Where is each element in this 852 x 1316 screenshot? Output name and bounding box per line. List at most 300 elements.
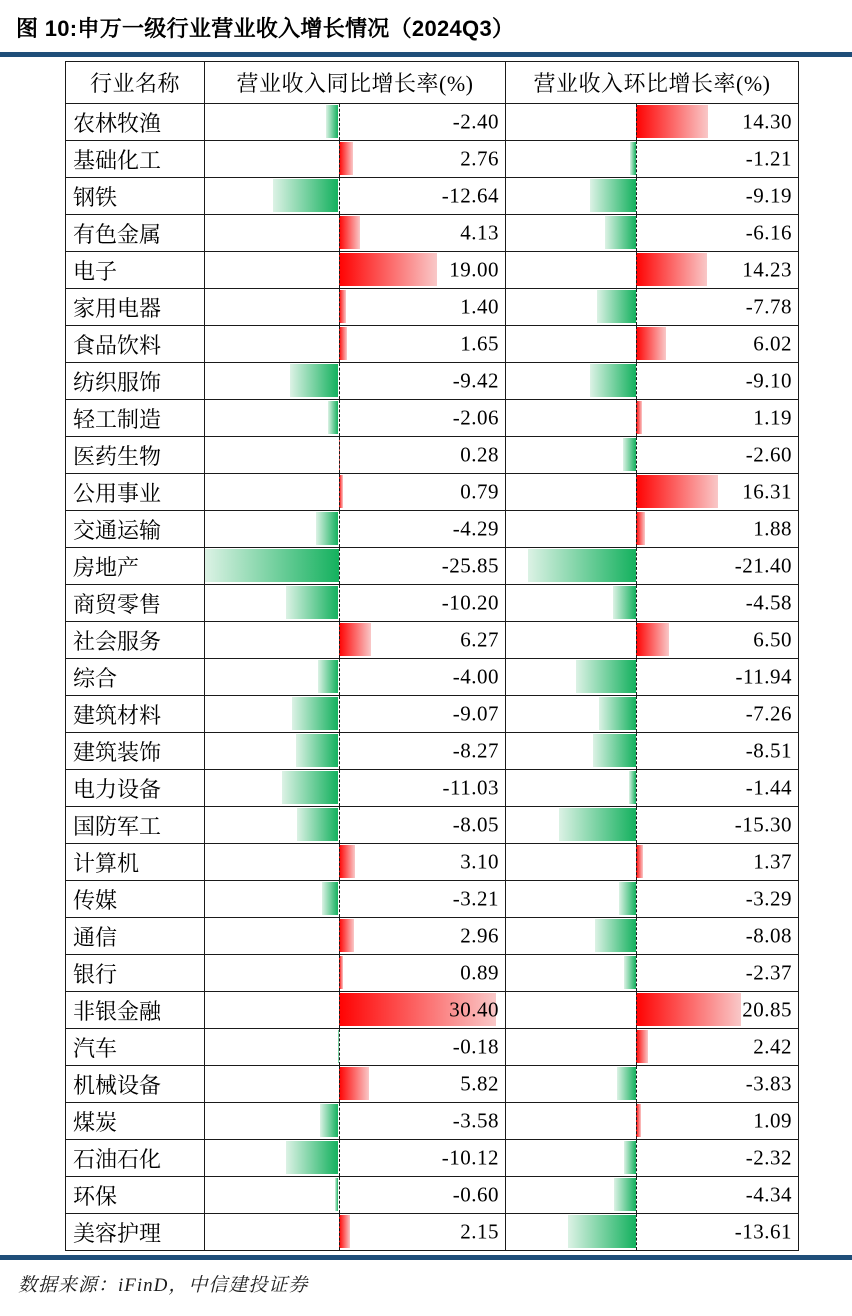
growth-value: 1.65 — [460, 331, 499, 356]
negative-data-bar — [597, 290, 636, 323]
growth-cell — [506, 104, 799, 141]
table-row — [66, 1066, 799, 1103]
negative-data-bar — [326, 105, 338, 138]
table-row — [66, 659, 799, 696]
negative-data-bar — [292, 697, 339, 730]
growth-cell — [205, 215, 506, 252]
growth-cell — [506, 770, 799, 807]
zero-axis-line — [636, 252, 637, 288]
header-row — [66, 62, 799, 104]
growth-cell — [205, 992, 506, 1029]
negative-data-bar — [619, 882, 636, 915]
industry-name: 机械设备 — [66, 1066, 205, 1103]
growth-cell — [205, 733, 506, 770]
table-row — [66, 1177, 799, 1214]
zero-axis-line — [636, 844, 637, 880]
growth-value: 3.10 — [460, 849, 499, 874]
zero-axis-line — [339, 215, 340, 251]
growth-cell — [205, 622, 506, 659]
negative-data-bar — [629, 771, 636, 804]
zero-axis-line — [339, 992, 340, 1028]
zero-axis-line — [636, 733, 637, 769]
table-row — [66, 326, 799, 363]
growth-value: -10.12 — [441, 1145, 499, 1170]
zero-axis-line — [339, 733, 340, 769]
growth-cell — [205, 918, 506, 955]
zero-axis-line — [339, 474, 340, 510]
positive-data-bar — [636, 512, 645, 545]
table-header — [66, 62, 799, 104]
growth-cell — [506, 807, 799, 844]
growth-value: -7.78 — [745, 294, 792, 319]
zero-axis-line — [636, 992, 637, 1028]
zero-axis-line — [339, 770, 340, 806]
table-row — [66, 474, 799, 511]
table-row — [66, 1140, 799, 1177]
growth-cell — [506, 178, 799, 215]
growth-cell — [506, 1214, 799, 1251]
growth-cell — [506, 141, 799, 178]
zero-axis-line — [636, 511, 637, 547]
growth-cell — [506, 1029, 799, 1066]
growth-cell — [205, 437, 506, 474]
positive-data-bar — [339, 216, 360, 249]
growth-value: 16.31 — [742, 479, 792, 504]
industry-growth-table — [65, 61, 799, 1251]
table-body — [66, 104, 799, 1251]
industry-name: 家用电器 — [66, 289, 205, 326]
growth-value: -4.00 — [452, 664, 499, 689]
zero-axis-line — [636, 1177, 637, 1213]
negative-data-bar — [576, 660, 636, 693]
positive-data-bar — [339, 290, 346, 323]
zero-axis-line — [339, 437, 340, 473]
negative-data-bar — [316, 512, 338, 545]
negative-data-bar — [320, 1104, 338, 1137]
industry-name: 非银金融 — [66, 992, 205, 1029]
growth-cell — [205, 104, 506, 141]
table-row — [66, 400, 799, 437]
table-row — [66, 215, 799, 252]
growth-cell — [506, 844, 799, 881]
positive-data-bar — [339, 623, 371, 656]
positive-data-bar — [636, 327, 666, 360]
growth-value: 20.85 — [742, 997, 792, 1022]
growth-cell — [205, 1066, 506, 1103]
growth-value: -2.40 — [452, 109, 499, 134]
growth-value: -3.21 — [452, 886, 499, 911]
industry-name: 食品饮料 — [66, 326, 205, 363]
growth-value: 2.15 — [460, 1219, 499, 1244]
figure-title: 图 10:申万一级行业营业收入增长情况（2024Q3） — [16, 16, 515, 41]
positive-data-bar — [339, 919, 354, 952]
growth-value: -2.37 — [745, 960, 792, 985]
industry-name: 社会服务 — [66, 622, 205, 659]
table-row — [66, 1214, 799, 1251]
growth-value: 0.79 — [460, 479, 499, 504]
growth-cell — [205, 289, 506, 326]
zero-axis-line — [339, 400, 340, 436]
table-row — [66, 363, 799, 400]
growth-value: 2.76 — [460, 146, 499, 171]
table-row — [66, 622, 799, 659]
growth-value: 1.19 — [753, 405, 792, 430]
growth-cell — [506, 992, 799, 1029]
growth-value: -0.60 — [452, 1182, 499, 1207]
industry-name: 有色金属 — [66, 215, 205, 252]
growth-value: -8.27 — [452, 738, 499, 763]
negative-data-bar — [328, 401, 339, 434]
positive-data-bar — [636, 253, 708, 286]
positive-data-bar — [339, 142, 353, 175]
zero-axis-line — [636, 141, 637, 177]
table-row — [66, 437, 799, 474]
industry-name: 银行 — [66, 955, 205, 992]
growth-value: 6.02 — [753, 331, 792, 356]
industry-name: 石油石化 — [66, 1140, 205, 1177]
table-row — [66, 289, 799, 326]
growth-value: -9.10 — [745, 368, 792, 393]
table-row — [66, 511, 799, 548]
industry-name: 电力设备 — [66, 770, 205, 807]
growth-cell — [205, 1214, 506, 1251]
positive-data-bar — [636, 623, 669, 656]
growth-value: 1.40 — [460, 294, 499, 319]
growth-cell — [506, 955, 799, 992]
growth-cell — [205, 326, 506, 363]
growth-value: -11.94 — [735, 664, 792, 689]
table-row — [66, 955, 799, 992]
growth-value: 4.13 — [460, 220, 499, 245]
growth-value: -2.32 — [745, 1145, 792, 1170]
positive-data-bar — [339, 327, 348, 360]
negative-data-bar — [614, 1178, 636, 1211]
growth-cell — [205, 400, 506, 437]
growth-cell — [506, 511, 799, 548]
positive-data-bar — [636, 993, 741, 1026]
growth-value: -11.03 — [442, 775, 499, 800]
growth-cell — [205, 881, 506, 918]
growth-value: -3.58 — [452, 1108, 499, 1133]
growth-cell — [506, 400, 799, 437]
negative-data-bar — [624, 1141, 636, 1174]
zero-axis-line — [339, 1214, 340, 1250]
header-industry-name: 行业名称 — [66, 62, 205, 104]
table-row — [66, 807, 799, 844]
zero-axis-line — [339, 1140, 340, 1176]
industry-name: 环保 — [66, 1177, 205, 1214]
growth-value: -3.29 — [745, 886, 792, 911]
zero-axis-line — [636, 548, 637, 584]
growth-value: -10.20 — [441, 590, 499, 615]
growth-cell — [205, 178, 506, 215]
positive-data-bar — [339, 253, 437, 286]
growth-cell — [506, 1066, 799, 1103]
zero-axis-line — [636, 1029, 637, 1065]
growth-cell — [506, 918, 799, 955]
zero-axis-line — [636, 955, 637, 991]
growth-value: -4.34 — [745, 1182, 792, 1207]
zero-axis-line — [339, 104, 340, 140]
growth-cell — [205, 1103, 506, 1140]
table-row — [66, 1029, 799, 1066]
zero-axis-line — [339, 622, 340, 658]
growth-value: 19.00 — [449, 257, 499, 282]
growth-cell — [205, 770, 506, 807]
zero-axis-line — [636, 1214, 637, 1250]
growth-value: 14.23 — [742, 257, 792, 282]
growth-value: 30.40 — [449, 997, 499, 1022]
negative-data-bar — [599, 697, 635, 730]
growth-value: -9.07 — [452, 701, 499, 726]
header-qoq-growth: 营业收入环比增长率(%) — [506, 62, 799, 104]
positive-data-bar — [636, 1030, 648, 1063]
industry-name: 建筑材料 — [66, 696, 205, 733]
negative-data-bar — [590, 364, 636, 397]
industry-name: 钢铁 — [66, 178, 205, 215]
industry-name: 综合 — [66, 659, 205, 696]
positive-data-bar — [339, 1215, 350, 1248]
growth-value: -8.05 — [452, 812, 499, 837]
growth-cell — [506, 363, 799, 400]
industry-name: 公用事业 — [66, 474, 205, 511]
growth-value: -13.61 — [734, 1219, 792, 1244]
growth-cell — [506, 1177, 799, 1214]
growth-value: 0.89 — [460, 960, 499, 985]
growth-value: -1.21 — [745, 146, 792, 171]
positive-data-bar — [636, 475, 718, 508]
table-row — [66, 252, 799, 289]
industry-name: 纺织服饰 — [66, 363, 205, 400]
growth-value: -2.60 — [745, 442, 792, 467]
growth-cell — [506, 252, 799, 289]
growth-value: 1.88 — [753, 516, 792, 541]
negative-data-bar — [297, 808, 339, 841]
zero-axis-line — [636, 474, 637, 510]
zero-axis-line — [636, 881, 637, 917]
zero-axis-line — [636, 326, 637, 362]
growth-cell — [506, 1103, 799, 1140]
table-row — [66, 844, 799, 881]
zero-axis-line — [636, 1066, 637, 1102]
positive-data-bar — [636, 845, 643, 878]
zero-axis-line — [636, 622, 637, 658]
zero-axis-line — [339, 178, 340, 214]
growth-cell — [506, 696, 799, 733]
growth-value: -25.85 — [441, 553, 499, 578]
growth-cell — [205, 585, 506, 622]
growth-cell — [205, 696, 506, 733]
growth-cell — [506, 215, 799, 252]
growth-cell — [205, 363, 506, 400]
table-row — [66, 918, 799, 955]
growth-cell — [506, 585, 799, 622]
growth-cell — [205, 252, 506, 289]
table-row — [66, 585, 799, 622]
zero-axis-line — [339, 955, 340, 991]
positive-data-bar — [339, 845, 355, 878]
negative-data-bar — [624, 956, 636, 989]
growth-value: -7.26 — [745, 701, 792, 726]
growth-cell — [506, 733, 799, 770]
growth-cell — [205, 1140, 506, 1177]
zero-axis-line — [339, 1177, 340, 1213]
table-row — [66, 548, 799, 585]
negative-data-bar — [613, 586, 636, 619]
growth-value: 2.96 — [460, 923, 499, 948]
negative-data-bar — [322, 882, 339, 915]
growth-value: -21.40 — [734, 553, 792, 578]
growth-cell — [506, 659, 799, 696]
growth-value: -0.18 — [452, 1034, 499, 1059]
growth-cell — [205, 659, 506, 696]
negative-data-bar — [559, 808, 636, 841]
growth-cell — [506, 326, 799, 363]
bottom-rule — [0, 1255, 852, 1260]
table-row — [66, 881, 799, 918]
growth-cell — [205, 844, 506, 881]
growth-value: -12.64 — [441, 183, 499, 208]
zero-axis-line — [636, 400, 637, 436]
growth-value: 5.82 — [460, 1071, 499, 1096]
industry-name: 美容护理 — [66, 1214, 205, 1251]
growth-value: 2.42 — [753, 1034, 792, 1059]
growth-cell — [506, 474, 799, 511]
zero-axis-line — [339, 1029, 340, 1065]
growth-cell — [205, 807, 506, 844]
growth-value: -2.06 — [452, 405, 499, 430]
negative-data-bar — [593, 734, 636, 767]
table-row — [66, 178, 799, 215]
growth-cell — [506, 881, 799, 918]
industry-name: 建筑装饰 — [66, 733, 205, 770]
industry-name: 汽车 — [66, 1029, 205, 1066]
industry-name: 计算机 — [66, 844, 205, 881]
growth-cell — [506, 1140, 799, 1177]
negative-data-bar — [205, 549, 339, 582]
zero-axis-line — [339, 807, 340, 843]
growth-value: 1.09 — [753, 1108, 792, 1133]
negative-data-bar — [290, 364, 339, 397]
growth-cell — [205, 1177, 506, 1214]
industry-name: 交通运输 — [66, 511, 205, 548]
growth-value: -15.30 — [734, 812, 792, 837]
industry-name: 电子 — [66, 252, 205, 289]
industry-name: 基础化工 — [66, 141, 205, 178]
industry-name: 轻工制造 — [66, 400, 205, 437]
zero-axis-line — [339, 141, 340, 177]
growth-value: 6.50 — [753, 627, 792, 652]
zero-axis-line — [636, 696, 637, 732]
zero-axis-line — [636, 437, 637, 473]
growth-cell — [205, 141, 506, 178]
growth-cell — [506, 622, 799, 659]
zero-axis-line — [339, 585, 340, 621]
table-row — [66, 770, 799, 807]
industry-name: 商贸零售 — [66, 585, 205, 622]
table-row — [66, 104, 799, 141]
zero-axis-line — [636, 770, 637, 806]
negative-data-bar — [273, 179, 338, 212]
growth-cell — [506, 548, 799, 585]
industry-name: 煤炭 — [66, 1103, 205, 1140]
zero-axis-line — [339, 881, 340, 917]
table-row — [66, 733, 799, 770]
industry-name: 房地产 — [66, 548, 205, 585]
zero-axis-line — [339, 289, 340, 325]
negative-data-bar — [623, 438, 636, 471]
top-rule — [0, 52, 852, 57]
growth-value: -6.16 — [745, 220, 792, 245]
positive-data-bar — [339, 1067, 369, 1100]
zero-axis-line — [339, 1103, 340, 1139]
zero-axis-line — [636, 807, 637, 843]
growth-value: 1.37 — [753, 849, 792, 874]
negative-data-bar — [568, 1215, 636, 1248]
growth-value: 14.30 — [742, 109, 792, 134]
industry-name: 通信 — [66, 918, 205, 955]
positive-data-bar — [636, 105, 708, 138]
growth-value: -3.83 — [745, 1071, 792, 1096]
zero-axis-line — [339, 844, 340, 880]
industry-name: 农林牧渔 — [66, 104, 205, 141]
zero-axis-line — [339, 548, 340, 584]
growth-value: -9.19 — [745, 183, 792, 208]
negative-data-bar — [605, 216, 636, 249]
zero-axis-line — [339, 511, 340, 547]
zero-axis-line — [636, 104, 637, 140]
zero-axis-line — [339, 696, 340, 732]
growth-value: 0.28 — [460, 442, 499, 467]
zero-axis-line — [339, 918, 340, 954]
zero-axis-line — [339, 363, 340, 399]
zero-axis-line — [636, 215, 637, 251]
industry-name: 传媒 — [66, 881, 205, 918]
growth-cell — [205, 955, 506, 992]
growth-value: -9.42 — [452, 368, 499, 393]
growth-value: -1.44 — [745, 775, 792, 800]
zero-axis-line — [636, 1140, 637, 1176]
table-row — [66, 696, 799, 733]
data-source-note: 数据来源：iFinD，中信建投证券 — [18, 1275, 309, 1296]
negative-data-bar — [286, 586, 339, 619]
negative-data-bar — [590, 179, 636, 212]
header-yoy-growth: 营业收入同比增长率(%) — [205, 62, 506, 104]
growth-cell — [205, 474, 506, 511]
industry-name: 医药生物 — [66, 437, 205, 474]
negative-data-bar — [282, 771, 339, 804]
growth-value: -4.29 — [452, 516, 499, 541]
zero-axis-line — [636, 1103, 637, 1139]
table-row — [66, 1103, 799, 1140]
negative-data-bar — [617, 1067, 636, 1100]
growth-cell — [506, 437, 799, 474]
table-row — [66, 141, 799, 178]
negative-data-bar — [296, 734, 339, 767]
zero-axis-line — [636, 289, 637, 325]
negative-data-bar — [595, 919, 636, 952]
negative-data-bar — [528, 549, 636, 582]
negative-data-bar — [318, 660, 339, 693]
zero-axis-line — [636, 918, 637, 954]
zero-axis-line — [339, 659, 340, 695]
growth-value: -4.58 — [745, 590, 792, 615]
zero-axis-line — [636, 363, 637, 399]
growth-value: 6.27 — [460, 627, 499, 652]
negative-data-bar — [286, 1141, 338, 1174]
zero-axis-line — [339, 326, 340, 362]
industry-name: 国防军工 — [66, 807, 205, 844]
